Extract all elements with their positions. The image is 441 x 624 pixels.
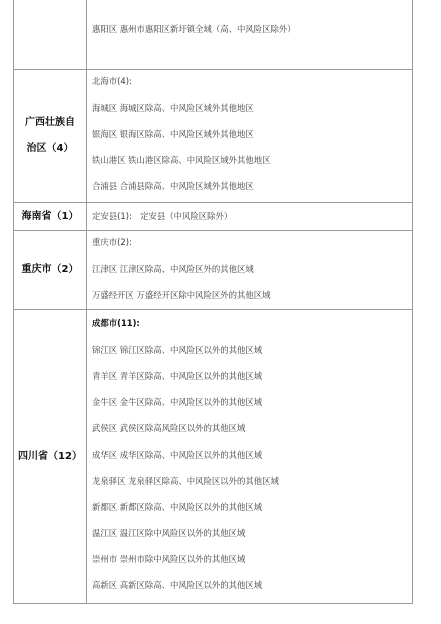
area-line: 崇州市 崇州市除中风险区以外的其他区域 <box>92 554 246 564</box>
area-line: 万盛经开区 万盛经开区除中风险区外的其他区域 <box>92 290 271 300</box>
region-name: 海南省（1） <box>21 210 79 222</box>
table-row <box>14 203 412 231</box>
area-line: 银海区 银海区除高、中风险区域外其他地区 <box>92 129 254 139</box>
area-line: 龙泉驿区 龙泉驿区除高、中风险区以外的其他区域 <box>92 476 279 486</box>
region-cell <box>14 203 87 230</box>
area-line: 成华区 成华区除高、中风险区以外的其他区域 <box>92 450 263 460</box>
region-name: 重庆市（2） <box>21 264 79 275</box>
area-line: 锦江区 锦江区除高、中风险区以外的其他区域 <box>92 345 263 355</box>
area-line: 江津区 江津区除高、中风险区外的其他区域 <box>92 264 254 274</box>
table-row <box>14 70 412 203</box>
table-row <box>14 310 412 604</box>
risk-area-table <box>13 0 413 604</box>
area-cell <box>87 0 412 69</box>
region-cell <box>14 0 87 69</box>
region-name: 四川省（12） <box>18 451 82 462</box>
city-heading: 北海市(4): <box>92 76 132 86</box>
area-line: 金牛区 金牛区除高、中风险区以外的其他区域 <box>92 397 263 407</box>
city-heading: 重庆市(2): <box>92 237 132 247</box>
table-row <box>14 0 412 70</box>
area-line: 温江区 温江区除中风险区以外的其他区域 <box>92 528 246 538</box>
area-line: 新都区 新都区除高、中风险区以外的其他区域 <box>92 502 263 512</box>
area-cell <box>87 203 412 230</box>
area-line: 海城区 海城区除高、中风险区域外其他地区 <box>92 103 254 113</box>
region-name: 广西壮族自治区（4） <box>25 117 75 154</box>
area-cell <box>87 231 412 309</box>
table-row <box>14 231 412 310</box>
region-cell <box>14 231 87 309</box>
area-line: 铁山港区 铁山港区除高、中风险区域外其他地区 <box>92 155 271 165</box>
region-cell <box>14 70 87 202</box>
area-line: 高新区 高新区除高、中风险区以外的其他区域 <box>92 580 263 590</box>
area-cell <box>87 70 412 202</box>
area-line: 惠阳区 惠州市惠阳区新圩镇全域（高、中风险区除外） <box>92 24 296 34</box>
area-line: 青羊区 青羊区除高、中风险区以外的其他区域 <box>92 371 263 381</box>
area-line: 合浦县 合浦县除高、中风险区域外其他地区 <box>92 181 254 191</box>
region-cell <box>14 310 87 604</box>
area-cell <box>87 310 412 604</box>
city-heading: 成都市(11): <box>92 318 140 328</box>
area-line: 武侯区 武侯区除高风险区以外的其他区域 <box>92 423 246 433</box>
area-line: 定安县(1): 定安县（中风险区除外） <box>92 211 233 221</box>
